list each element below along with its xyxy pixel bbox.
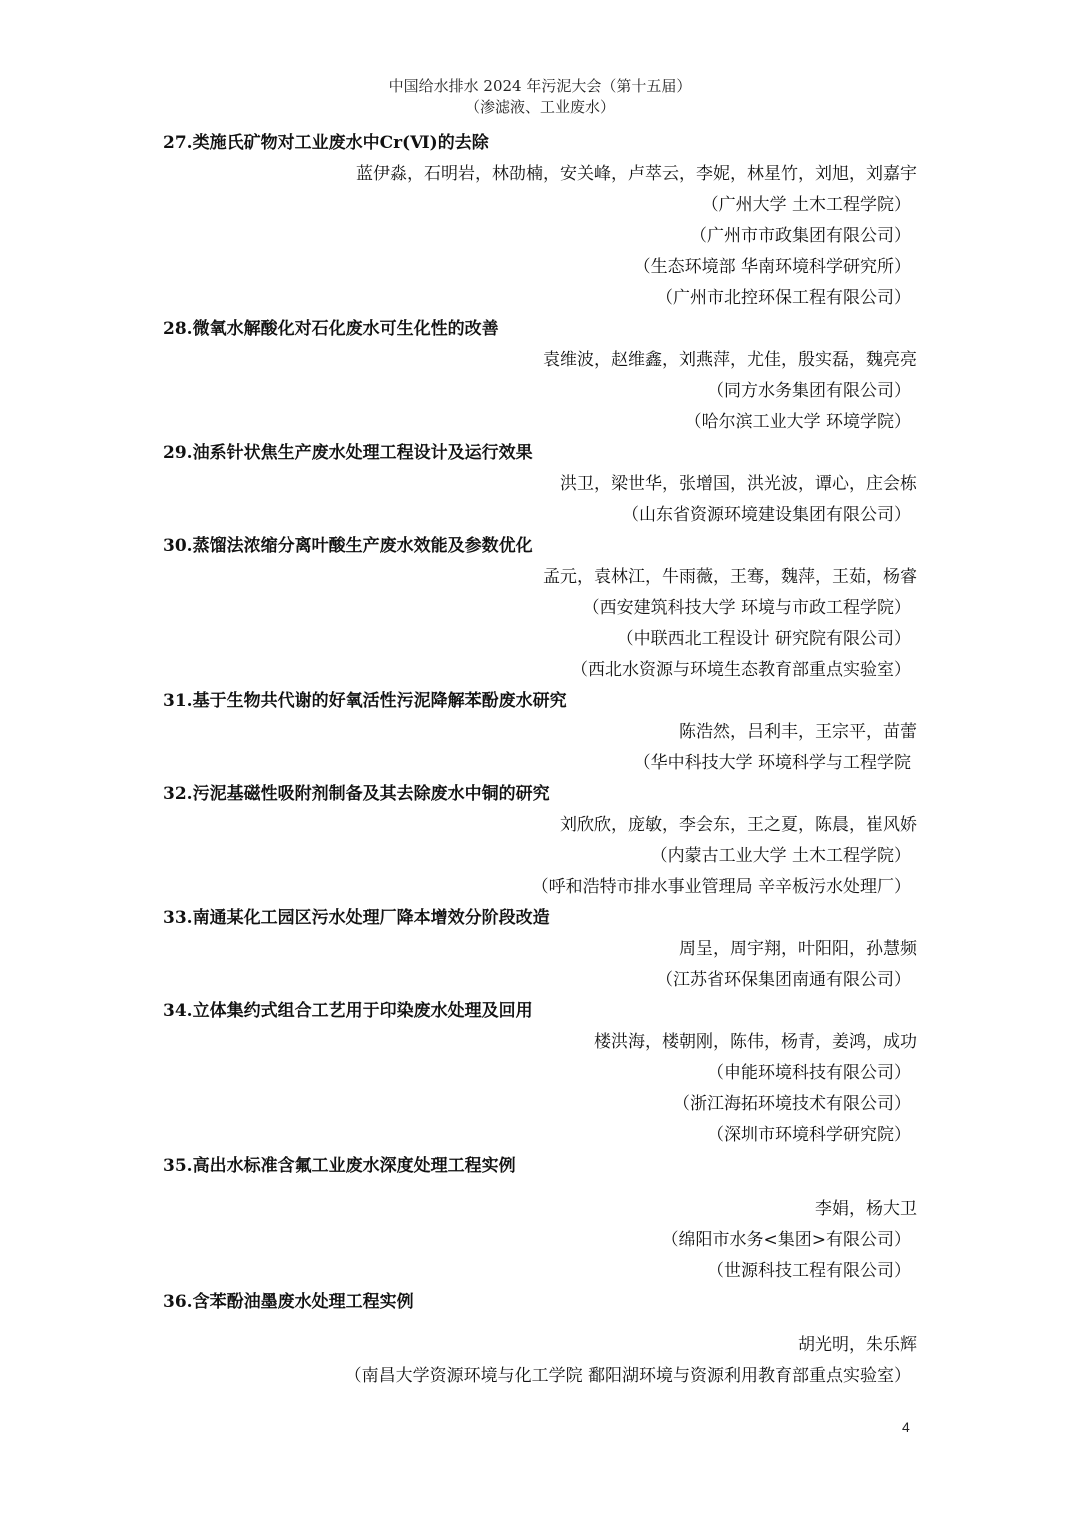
paper-affiliation: （世源科技工程有限公司） (707, 1261, 911, 1281)
paper-title: 36.含苯酚油墨废水处理工程实例 (163, 1292, 414, 1312)
paper-affiliation: （华中科技大学 环境科学与工程学院 (633, 753, 911, 773)
paper-entry (163, 128, 917, 314)
paper-affiliation: （西安建筑科技大学 环境与市政工程学院） (582, 598, 911, 618)
paper-entry (163, 903, 917, 996)
paper-affiliation: （江苏省环保集团南通有限公司） (656, 970, 911, 990)
spacer (163, 1182, 917, 1194)
paper-entry (163, 996, 917, 1151)
paper-affiliation: （山东省资源环境建设集团有限公司） (622, 505, 911, 525)
paper-entry (163, 438, 917, 531)
paper-authors: 蓝伊淼，石明岩，林劭楠，安关峰，卢萃云，李妮，林星竹，刘旭，刘嘉宇 (356, 164, 917, 184)
paper-affiliation: （生态环境部 华南环境科学研究所） (633, 257, 911, 277)
paper-authors: 胡光明，朱乐辉 (798, 1335, 917, 1355)
paper-affiliation: （绵阳市水务<集团>有限公司） (661, 1230, 911, 1250)
paper-affiliation: （呼和浩特市排水事业管理局 辛辛板污水处理厂） (531, 877, 911, 897)
paper-entry (163, 686, 917, 779)
paper-affiliation: （广州大学 土木工程学院） (701, 195, 911, 215)
paper-entry (163, 1151, 917, 1287)
paper-affiliation: （内蒙古工业大学 土木工程学院） (650, 846, 911, 866)
paper-affiliation: （哈尔滨工业大学 环境学院） (684, 412, 911, 432)
conference-subtitle: （渗滤液、工业废水） (464, 98, 615, 116)
paper-authors: 李娟，杨大卫 (815, 1199, 917, 1219)
paper-affiliation: （浙江海拓环境技术有限公司） (673, 1094, 911, 1114)
paper-title: 34.立体集约式组合工艺用于印染废水处理及回用 (163, 1001, 533, 1021)
paper-affiliation: （西北水资源与环境生态教育部重点实验室） (571, 660, 911, 680)
paper-authors: 刘欣欣，庞敏，李会东，王之夏，陈晨，崔风娇 (560, 815, 917, 835)
paper-authors: 袁维波，赵维鑫，刘燕萍，尤佳，殷实磊，魏亮亮 (543, 350, 917, 370)
paper-authors: 洪卫，梁世华，张增国，洪光波，谭心，庄会栋 (560, 474, 917, 494)
paper-entry (163, 531, 917, 686)
paper-title: 35.高出水标准含氟工业废水深度处理工程实例 (163, 1156, 516, 1176)
paper-affiliation: （申能环境科技有限公司） (707, 1063, 911, 1083)
paper-entry (163, 1287, 917, 1392)
paper-title: 29.油系针状焦生产废水处理工程设计及运行效果 (163, 443, 533, 463)
paper-entry (163, 779, 917, 903)
paper-authors: 孟元，袁林江，牛雨薇，王骞，魏萍，王茹，杨睿 (543, 567, 917, 587)
paper-affiliation: （深圳市环境科学研究院） (707, 1125, 911, 1145)
paper-title: 30.蒸馏法浓缩分离叶酸生产废水效能及参数优化 (163, 536, 533, 556)
paper-affiliation: （广州市市政集团有限公司） (690, 226, 911, 246)
page-header (0, 76, 1080, 118)
paper-entry (163, 314, 917, 438)
paper-title: 32.污泥基磁性吸附剂制备及其去除废水中铜的研究 (163, 784, 550, 804)
paper-authors: 楼洪海，楼朝刚，陈伟，杨青，姜鸿，成功 (594, 1032, 917, 1052)
paper-affiliation: （同方水务集团有限公司） (707, 381, 911, 401)
paper-affiliation: （广州市北控环保工程有限公司） (656, 288, 911, 308)
paper-affiliation: （南昌大学资源环境与化工学院 鄱阳湖环境与资源利用教育部重点实验室） (344, 1366, 911, 1386)
paper-authors: 周呈，周宇翔，叶阳阳，孙慧频 (679, 939, 917, 959)
paper-title: 27.类施氏矿物对工业废水中Cr(Ⅵ)的去除 (163, 133, 489, 153)
conference-title: 中国给水排水 2024 年污泥大会（第十五届） (388, 77, 692, 95)
paper-list (163, 128, 917, 1392)
paper-affiliation: （中联西北工程设计 研究院有限公司） (616, 629, 911, 649)
paper-title: 31.基于生物共代谢的好氧活性污泥降解苯酚废水研究 (163, 691, 567, 711)
paper-authors: 陈浩然，吕利丰，王宗平，苗蕾 (679, 722, 917, 742)
page-number: 4 (902, 1419, 910, 1435)
paper-title: 33.南通某化工园区污水处理厂降本增效分阶段改造 (163, 908, 550, 928)
spacer (163, 1318, 917, 1330)
paper-title: 28.微氧水解酸化对石化废水可生化性的改善 (163, 319, 499, 339)
